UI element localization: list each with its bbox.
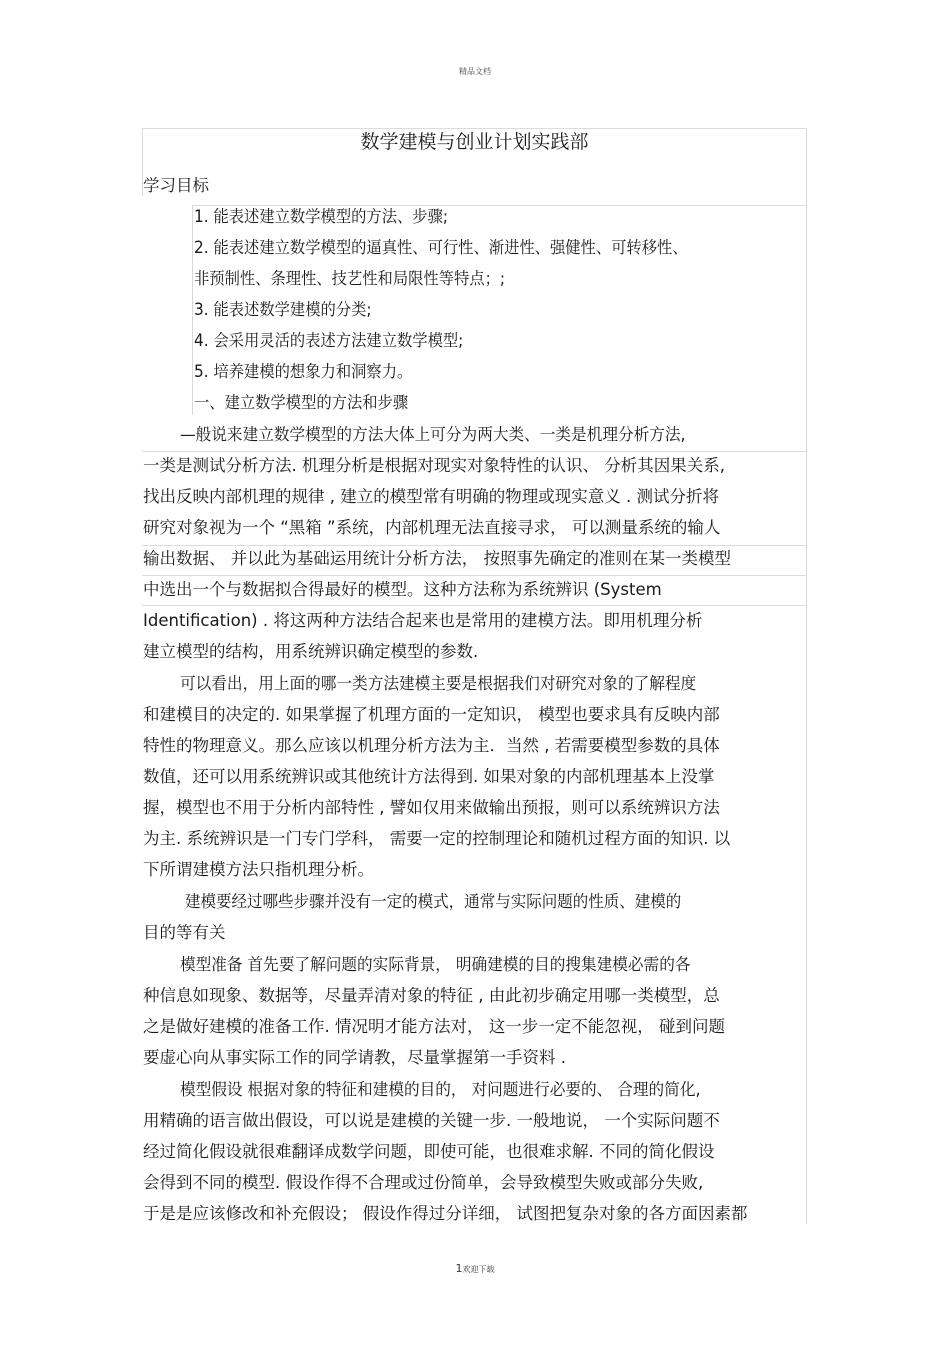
text-line: 学习目标 (143, 176, 209, 195)
text-line: 一、建立数学模型的方法和步骤 (194, 393, 409, 412)
border-line (142, 545, 807, 546)
text-line: 3. 能表述数学建模的分类; (194, 300, 372, 319)
text-line: 种信息如现象、数据等，尽量弄清对象的特征 , 由此初步确定用哪一类模型，总 (143, 986, 720, 1005)
text-line: 用精确的语言做出假设，可以说是建模的关键一步. 一般地说， 一个实际问题不 (143, 1111, 720, 1130)
footer-text: 欢迎下载 (462, 1265, 495, 1274)
text-line: 模型准备 首先要了解问题的实际背景， 明确建模的目的搜集建模必需的各 (180, 955, 691, 974)
text-line: 经过简化假设就很难翻译成数学问题，即使可能，也很难求解. 不同的简化假设 (143, 1142, 715, 1161)
text-line: 4. 会采用灵活的表述方法建立数学模型; (194, 331, 464, 350)
text-line: Identification) . 将这两种方法结合起来也是常用的建模方法。即用机理分析 (143, 611, 703, 630)
page-footer (0, 1262, 950, 1275)
text-line: 会得到不同的模型. 假设作得不合理或过份简单，会导致模型失败或部分失败, (143, 1173, 704, 1192)
text-line: 握，模型也不用于分析内部特性 , 譬如仅用来做输出预报，则可以系统辨识方法 (143, 798, 720, 817)
document-title: 数学建模与创业计划实践部 (360, 131, 589, 153)
text-line: 下所谓建模方法只指机理分析。 (143, 860, 374, 879)
text-line: 之是做好建模的准备工作. 情况明才能方法对， 这一步一定不能忽视， 碰到问题 (143, 1017, 725, 1036)
text-line: 为主. 系统辨识是一门专门学科， 需要一定的控制理论和随机过程方面的知识. 以 (143, 829, 731, 848)
text-line: 研究对象视为一个 “黑箱 ”系统，内部机理无法直接寻求， 可以测量系统的输人 (143, 518, 721, 537)
page-header: 精品文档 (459, 67, 491, 76)
text-line: 2. 能表述建立数学模型的逼真性、可行性、渐进性、强健性、可转移性、 (194, 238, 688, 257)
text-line: 于是是应该修改和补充假设； 假设作得过分详细， 试图把复杂对象的各方面因素都 (143, 1204, 748, 1223)
text-line: 模型假设 根据对象的特征和建模的目的， 对问题进行必要的、 合理的简化, (180, 1080, 701, 1099)
text-line: 要虚心向从事实际工作的同学请教，尽量掌握第一手资料 . (143, 1048, 566, 1067)
text-line: 数值，还可以用系统辨识或其他统计方法得到. 如果对象的内部机理基本上没掌 (143, 767, 715, 786)
text-line: —般说来建立数学模型的方法大体上可分为两大类、一类是机理分析方法, (180, 425, 686, 444)
text-line: 5. 培养建模的想象力和洞察力。 (194, 362, 413, 381)
page-number: 1 (455, 1262, 463, 1275)
text-line: 找出反映内部机理的规律 , 建立的模型常有明确的物理或现实意义 . 测试分折将 (143, 487, 719, 506)
text-line: 建立模型的结构，用系统辨识确定模型的参数. (143, 642, 479, 661)
text-line: 目的等有关 (143, 923, 226, 942)
text-line: 中选出一个与数据拟合得最好的模型。这种方法称为系统辨识 (System (143, 580, 662, 599)
text-line: 输出数据、 并以此为基础运用统计分析方法， 按照事先确定的准则在某一类模型 (143, 549, 731, 568)
border-line (142, 451, 807, 452)
text-line: 1. 能表述建立数学模型的方法、步骤; (194, 207, 449, 226)
text-line: 一类是测试分析方法. 机理分析是根据对现实对象特性的认识、 分析其因果关系, (143, 456, 725, 475)
text-line: 建模要经过哪些步骤并没有一定的模式，通常与实际问题的性质、建模的 (185, 892, 682, 911)
text-line: 可以看出，用上面的哪一类方法建模主要是根据我们对研究对象的了解程度 (180, 674, 697, 693)
border-line (142, 575, 807, 576)
border-line (192, 205, 193, 415)
text-line: 和建模目的决定的. 如果掌握了机理方面的一定知识， 模型也要求具有反映内部 (143, 705, 720, 724)
text-line: 非预制性、条理性、技艺性和局限性等特点；; (194, 269, 506, 288)
text-line: 特性的物理意义。那么应该以机理分析方法为主．当然 , 若需要模型参数的具体 (143, 736, 720, 755)
border-line (142, 605, 807, 606)
